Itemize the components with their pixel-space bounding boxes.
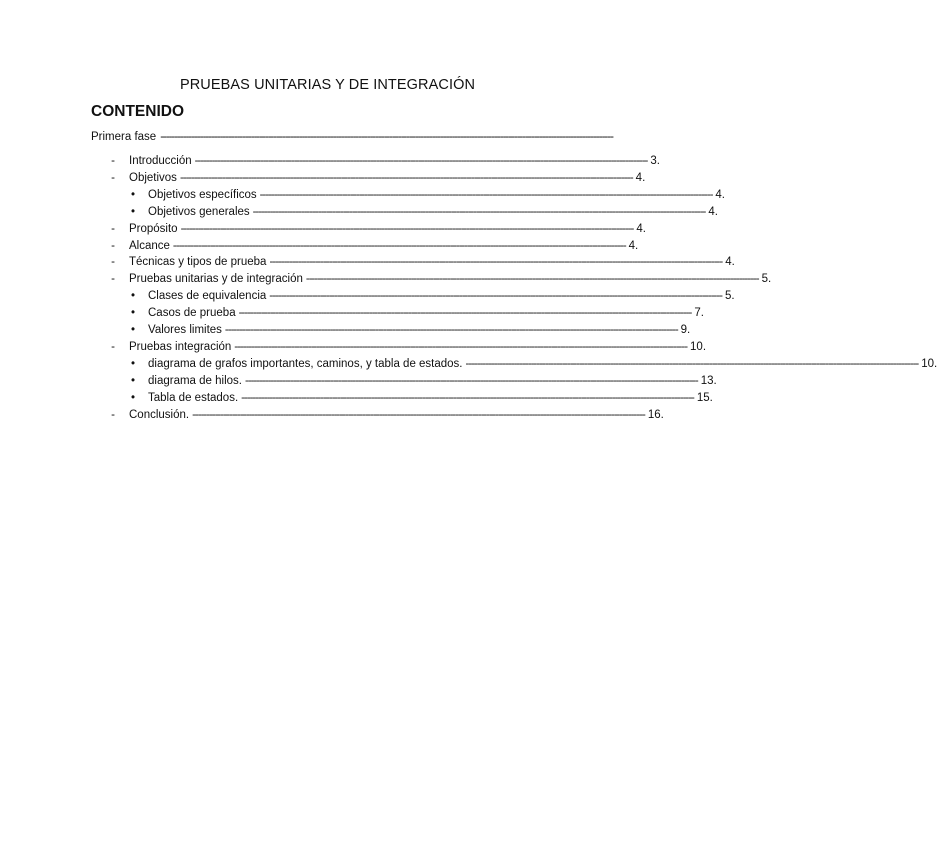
dash-marker: - (111, 273, 115, 286)
toc-page-number: 5. (725, 290, 735, 303)
dot-leader: ---------------------------------------------------------------------------------------------------------------------------------------------------------------- (179, 171, 633, 184)
toc-page-number: 7. (694, 307, 704, 320)
toc-entry-title: Valores limites (148, 324, 222, 336)
toc-entry-title: Objetivos específicos (148, 188, 257, 201)
dash-marker: - (111, 171, 115, 184)
toc-entry (111, 256, 735, 272)
toc-entry-title: Conclusión. (129, 408, 190, 421)
toc-entry-title: Tabla de estados. (148, 391, 239, 404)
toc-entry-title: Alcance (129, 239, 170, 252)
dot-leader: ---------------------------------------------------------------------------------------------------------------------------------------------------------------- (269, 256, 723, 269)
toc-entry-title: Objetivos (129, 171, 177, 184)
toc-page-number: 4. (628, 239, 639, 252)
dot-leader: ---------------------------------------------------------------------------------------------------------------------------------------------------------------- (252, 205, 706, 218)
toc-entry (111, 340, 707, 357)
toc-subentry (130, 391, 713, 408)
toc-entry-title: Técnicas y tipos de prueba (129, 256, 267, 269)
bullet-icon: • (130, 357, 136, 370)
dash-marker: - (111, 155, 115, 167)
phase-line (91, 131, 613, 143)
dot-leader: ---------------------------------------------------------------------------------------------------------------------------------------------------------------- (192, 408, 645, 421)
toc-subentry (130, 290, 735, 306)
dot-leader: ---------------------------------------------------------------------------------------------------------------------------------------------------------------- (465, 357, 919, 370)
toc-subentry (130, 357, 937, 374)
dash-marker: - (111, 239, 115, 252)
bullet-icon: • (130, 324, 136, 336)
toc-entry-title: Introducción (129, 155, 192, 167)
toc-page-number: 4. (715, 188, 725, 201)
toc-subentry (130, 374, 717, 391)
toc-page-number: 15. (696, 391, 713, 404)
toc-entry-title: Pruebas unitarias y de integración (129, 273, 303, 286)
toc-page-number: 4. (636, 222, 646, 235)
toc-subentry (130, 324, 691, 340)
toc-page-number: 5. (761, 273, 772, 286)
dot-leader: ---------------------------------------------------------------------------------------------------------------------------------------------------------------- (234, 340, 688, 353)
toc-entry (111, 171, 646, 188)
dot-leader: ---------------------------------------------------------------------------------------------------------------------------------------------------------------- (194, 155, 648, 167)
toc-entry (111, 273, 772, 289)
toc-entry-title: diagrama de grafos importantes, caminos, y tabla de estados. (148, 357, 463, 370)
document-title: PRUEBAS UNITARIAS Y DE INTEGRACIÓN (179, 77, 476, 93)
toc-subentry (130, 307, 704, 323)
toc-entry (111, 239, 639, 256)
dot-leader: ---------------------------------------------------------------------------------------------------------------------------------------------------------------- (172, 239, 626, 252)
bullet-icon: • (130, 374, 136, 387)
toc-page-number: 4. (708, 205, 718, 218)
dash-marker: - (111, 256, 115, 269)
toc-page-number: 10. (921, 357, 937, 370)
bullet-icon: • (130, 307, 136, 320)
dot-leader: ---------------------------------------------------------------------------------------------------------------------------------------------------------------- (160, 131, 613, 143)
contents-heading: CONTENIDO (91, 103, 184, 120)
toc-page-number: 16. (647, 408, 664, 421)
toc-page-number: 9. (680, 324, 691, 336)
dot-leader: ---------------------------------------------------------------------------------------------------------------------------------------------------------------- (259, 188, 713, 201)
toc-entry-title: Clases de equivalencia (148, 290, 267, 303)
toc-page-number: 4. (725, 256, 735, 269)
dot-leader: ---------------------------------------------------------------------------------------------------------------------------------------------------------------- (241, 391, 694, 404)
bullet-icon: • (130, 188, 136, 201)
toc-page-number: 10. (690, 340, 707, 353)
toc-entry-title: Casos de prueba (148, 307, 236, 320)
toc-entry-title: Pruebas integración (129, 340, 232, 353)
toc-entry (111, 408, 664, 425)
dot-leader: ---------------------------------------------------------------------------------------------------------------------------------------------------------------- (224, 324, 678, 336)
dash-marker: - (111, 408, 115, 421)
toc-page-number: 13. (700, 374, 717, 387)
toc-entry (111, 222, 646, 239)
dot-leader: ---------------------------------------------------------------------------------------------------------------------------------------------------------------- (180, 222, 634, 235)
toc-entry (111, 155, 660, 171)
toc-entry-title: diagrama de hilos. (148, 374, 242, 387)
bullet-icon: • (130, 205, 136, 218)
toc-entry-title: Propósito (129, 222, 178, 235)
dot-leader: ---------------------------------------------------------------------------------------------------------------------------------------------------------------- (305, 273, 759, 286)
dot-leader: ---------------------------------------------------------------------------------------------------------------------------------------------------------------- (244, 374, 698, 387)
phase-label: Primera fase (91, 131, 157, 143)
dash-marker: - (111, 222, 115, 235)
dot-leader: ---------------------------------------------------------------------------------------------------------------------------------------------------------------- (269, 290, 723, 303)
dash-marker: - (111, 340, 115, 353)
dot-leader: ---------------------------------------------------------------------------------------------------------------------------------------------------------------- (238, 307, 692, 320)
toc-page-number: 4. (635, 171, 646, 184)
toc-subentry (130, 205, 718, 222)
toc-page-number: 3. (650, 155, 660, 167)
toc-subentry (130, 188, 725, 205)
toc-entry-title: Objetivos generales (148, 205, 250, 218)
bullet-icon: • (130, 391, 136, 404)
bullet-icon: • (130, 290, 136, 303)
